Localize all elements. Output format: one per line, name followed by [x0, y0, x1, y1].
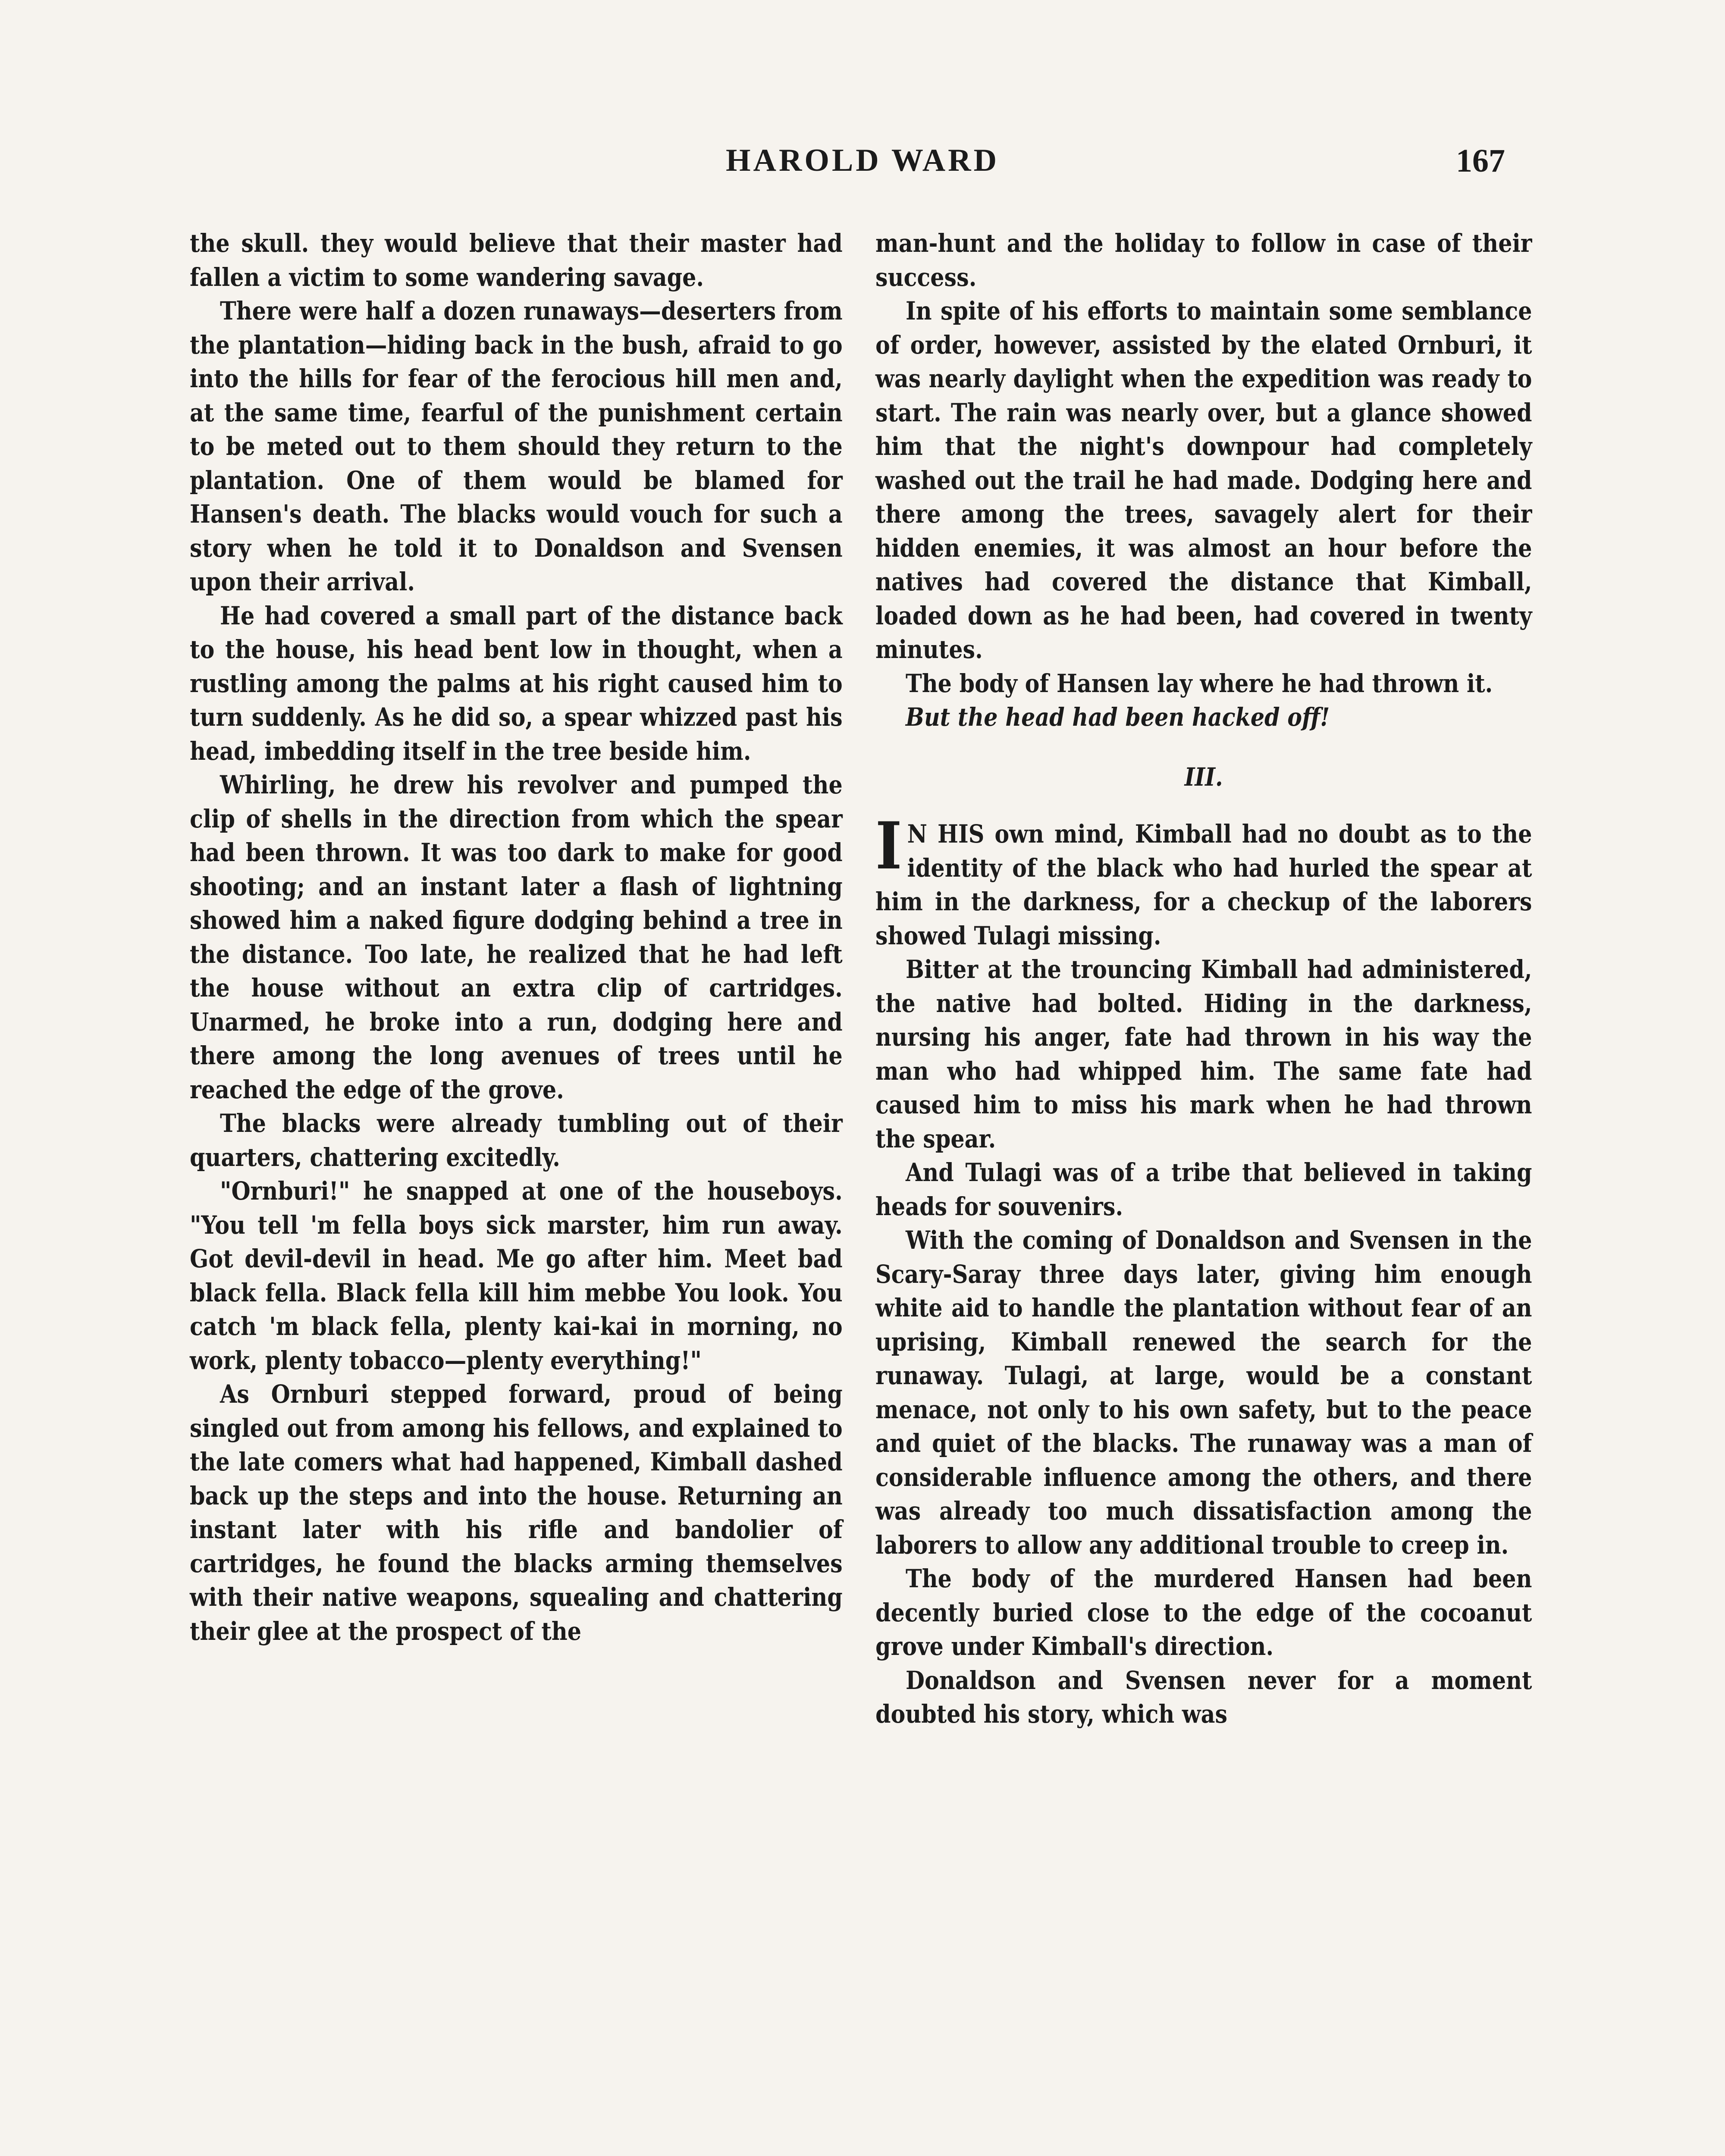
running-head: HAROLD WARD	[725, 143, 1000, 178]
page-header	[190, 142, 1535, 190]
paragraph: There were half a dozen runaways—deserters from the plantation—hiding back in the bush, afraid to go into the hills for fear of the ferocious hill men and, at the same time, fearful of the punishment certain to be meted out to them should they return to the plantation. One of them would be blamed for Hansen's death. The blacks would vouch for such a story when he told it to Donaldson and Svensen upon their arrival.	[190, 296, 843, 596]
left-column	[190, 226, 843, 1648]
paragraph: He had covered a small part of the distance back to the house, his head bent low in thought, when a rustling among the palms at his right caused him to turn suddenly. As he did so, a spear whizzed past his head, imbedding itself in the tree beside him.	[190, 601, 843, 766]
paragraph: The body of the murdered Hansen had been decently buried close to the edge of the cocoanut grove under Kimball's direction.	[875, 1564, 1532, 1661]
paragraph: As Ornburi stepped forward, proud of being singled out from among his fellows, and explained to the late comers what had happened, Kimball dashed back up the steps and into the house. Returning an instant later with his rifle and bandolier of cartridges, he found the blacks arming themselves with their native weapons, squealing and chattering their glee at the prospect of the	[190, 1379, 843, 1646]
paragraph: The blacks were already tumbling out of their quarters, chattering excitedly.	[190, 1109, 843, 1172]
emphasized-paragraph: But the head had been hacked off!	[906, 702, 1330, 732]
paragraph: "Ornburi!" he snapped at one of the houseboys. "You tell 'm fella boys sick marster, him run away. Got devil-devil in head. Me go after him. Meet bad black fella. Black fella kill him mebbe You look. You catch 'm black fella, plenty kai-kai in morning, no work, plenty tobacco—plenty everything!"	[190, 1176, 843, 1375]
paragraph: And Tulagi was of a tribe that believed in taking heads for souvenirs.	[875, 1158, 1532, 1221]
page-number: 167	[1456, 143, 1505, 179]
paragraph: Bitter at the trouncing Kimball had administered, the native had bolted. Hiding in the darkness, nursing his anger, fate had thrown in his way the man who had whipped him. The same fate had caused him to miss his mark when he had thrown the spear.	[875, 955, 1532, 1153]
paragraph: Donaldson and Svensen never for a moment doubted his story, which was	[875, 1665, 1532, 1729]
paragraph: Whirling, he drew his revolver and pumped the clip of shells in the direction from which the spear had been thrown. It was too dark to make for good shooting; and an instant later a flash of lightning showed him a naked figure dodging behind a tree in the distance. Too late, he realized that he had left the house without an extra clip of cartridges. Unarmed, he broke into a run, dodging here and there among the long avenues of trees until he reached the edge of the grove.	[190, 770, 843, 1104]
paragraph-text: N HIS own mind, Kimball had no doubt as to the identity of the black who had hurled the spear at him in the darkness, for a checkup of the laborers showed Tulagi missing.	[875, 819, 1532, 950]
right-column	[875, 226, 1532, 1731]
paragraph: The body of Hansen lay where he had thrown it.	[906, 668, 1493, 698]
paragraph: the skull. they would believe that their master had fallen a victim to some wandering savage.	[190, 229, 843, 292]
section-heading: III.	[1184, 762, 1223, 792]
drop-cap: I	[875, 808, 902, 884]
paragraph: man-hunt and the holiday to follow in case of their success.	[875, 229, 1532, 292]
drop-cap-paragraph	[875, 808, 1532, 953]
paragraph: With the coming of Donaldson and Svensen in the Scary-Saray three days later, giving him enough white aid to handle the plantation without fear of an uprising, Kimball renewed the search for the runaway. Tulagi, at large, would be a constant menace, not only to his own safety, but to the peace and quiet of the blacks. The runaway was a man of considerable influence among the others, and there was already too much dissatisfaction among the laborers to allow any additional trouble to creep in.	[875, 1225, 1532, 1560]
paragraph: In spite of his efforts to maintain some semblance of order, however, assisted by the elated Ornburi, it was nearly daylight when the expedition was ready to start. The rain was nearly over, but a glance showed him that the night's downpour had completely washed out the trail he had made. Dodging here and there among the trees, savagely alert for their hidden enemies, it was almost an hour before the natives had covered the distance that Kimball, loaded down as he had been, had covered in twenty minutes.	[875, 296, 1532, 664]
